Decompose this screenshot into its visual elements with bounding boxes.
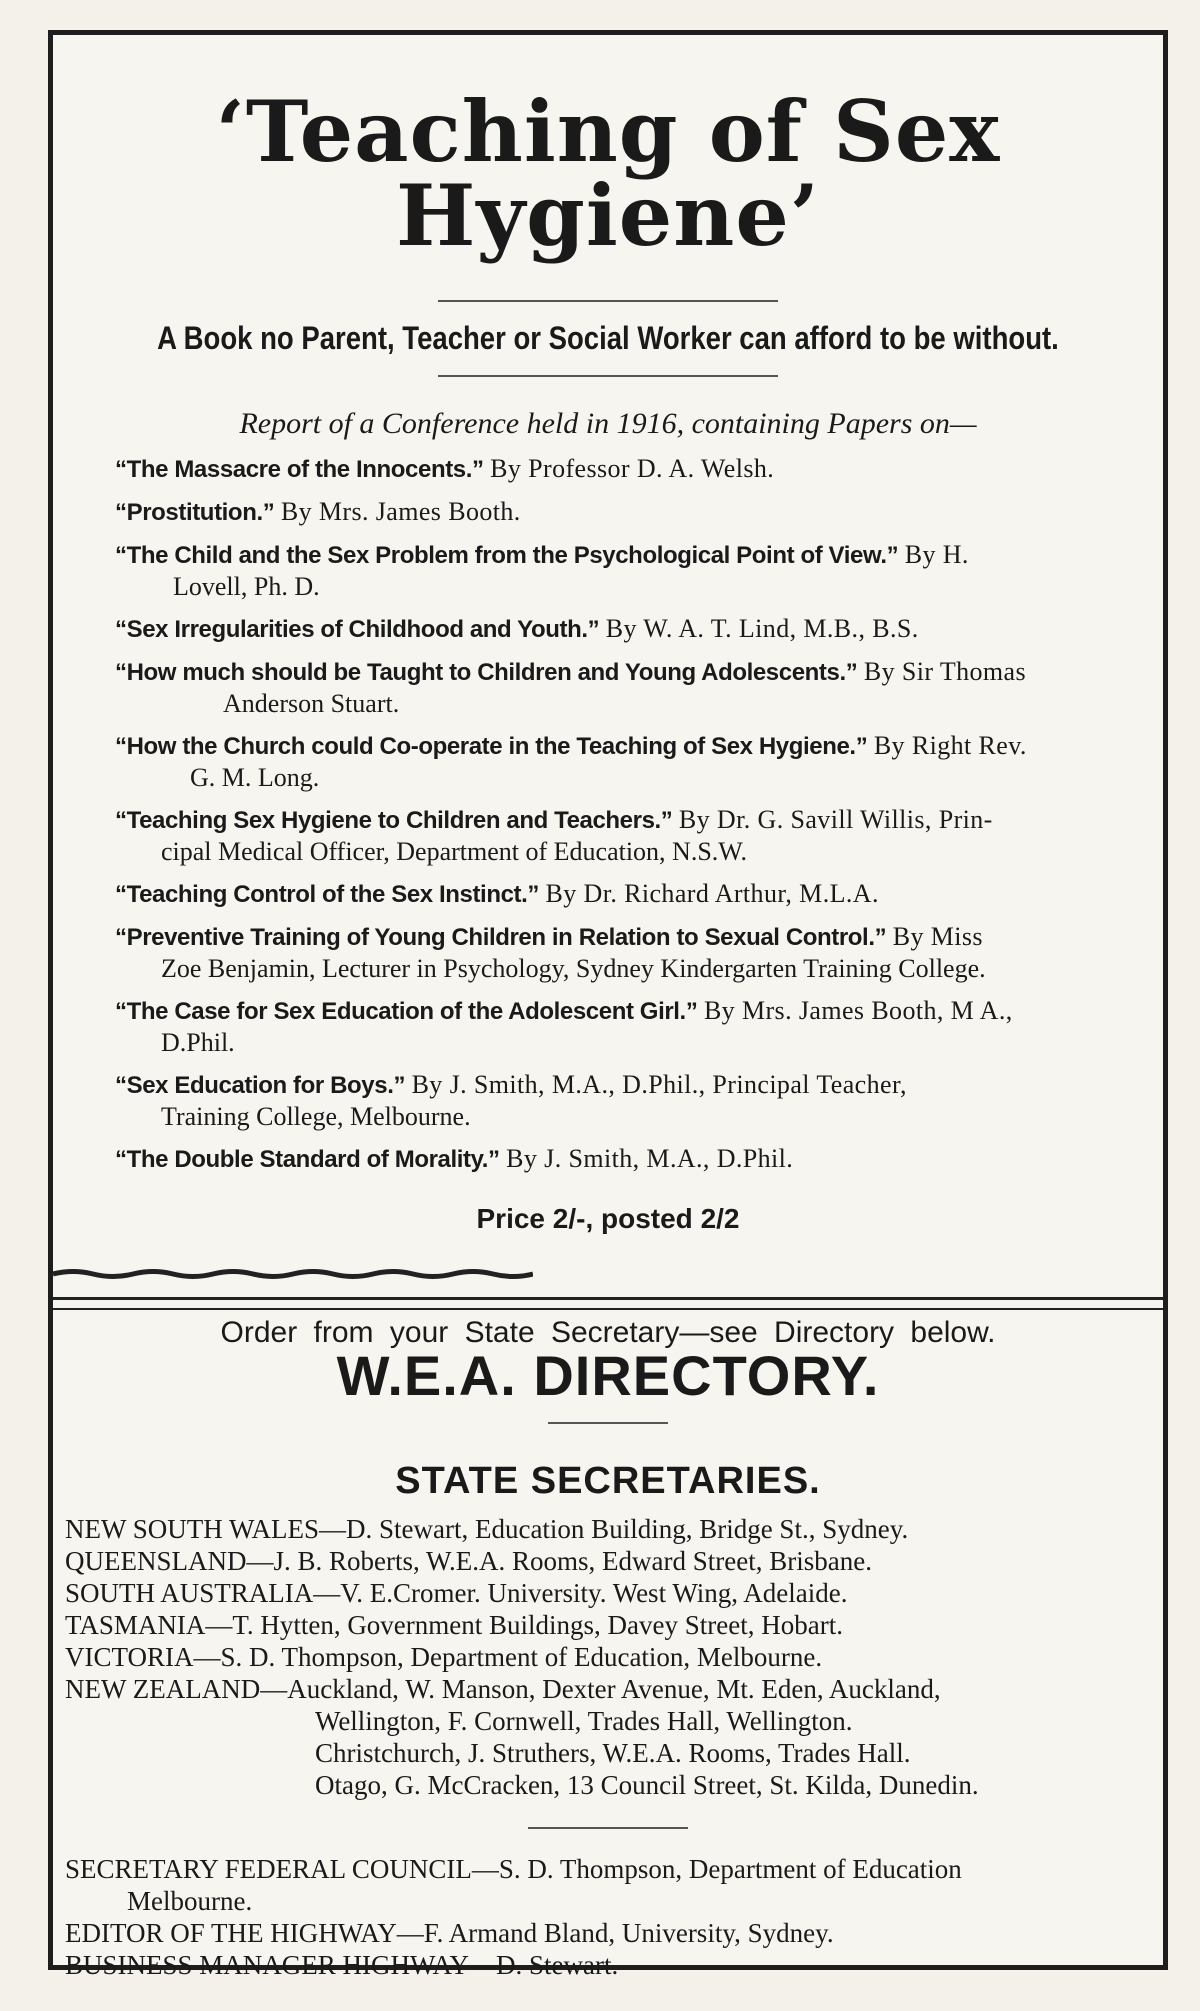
paper-item [115, 921, 1123, 984]
paper-continuation: Anderson Stuart. [223, 689, 400, 718]
order-line: Order from your State Secretary—see Directory below. [220, 1316, 996, 1349]
paper-title: “Sex Irregularities of Childhood and Youth.” [115, 616, 600, 643]
divider [548, 1422, 668, 1424]
state-entry: QUEENSLAND—J. B. Roberts, W.E.A. Rooms, Edward Street, Brisbane. [65, 1546, 872, 1576]
paper-author: By Professor D. A. Welsh. [490, 454, 775, 483]
state-entry: NEW SOUTH WALES—D. Stewart, Education Building, Bridge St., Sydney. [65, 1514, 909, 1544]
federal-list [53, 1853, 1163, 1981]
paper-author: By J. Smith, M.A., D.Phil., Principal Teacher, [411, 1070, 907, 1099]
federal-continuation: Melbourne. [127, 1886, 253, 1916]
page-frame [48, 30, 1168, 1980]
paper-item [115, 613, 1123, 645]
paper-title: “Preventive Training of Young Children in Relation to Sexual Control.” [115, 924, 887, 951]
paper-title: “Sex Education for Boys.” [115, 1072, 406, 1099]
state-entry: NEW ZEALAND—Auckland, W. Manson, Dexter Avenue, Mt. Eden, Auckland, [65, 1674, 941, 1704]
paper-item [115, 1069, 1123, 1132]
paper-author: By Right Rev. [873, 731, 1027, 760]
paper-continuation: Lovell, Ph. D. [173, 572, 320, 601]
paper-continuation: cipal Medical Officer, Department of Education, N.S.W. [161, 837, 747, 866]
state-entry: TASMANIA—T. Hytten, Government Buildings, Davey Street, Hobart. [65, 1610, 843, 1640]
divider [438, 375, 778, 377]
divider [528, 1827, 688, 1829]
report-line: Report of a Conference held in 1916, containing Papers on— [239, 407, 977, 440]
paper-title: “Teaching Sex Hygiene to Children and Teachers.” [115, 807, 673, 834]
paper-author: By W. A. T. Lind, M.B., B.S. [605, 614, 919, 643]
paper-author: By Sir Thomas [863, 657, 1027, 686]
paper-item [115, 1143, 1123, 1175]
paper-title: “The Case for Sex Education of the Adolescent Girl.” [115, 998, 698, 1025]
paper-title: “Teaching Control of the Sex Instinct.” [115, 881, 539, 908]
paper-item [115, 995, 1123, 1058]
paper-author: By H. [904, 540, 969, 569]
directory-subtitle: STATE SECRETARIES. [395, 1460, 821, 1502]
double-divider [53, 1297, 1163, 1310]
wavy-divider [53, 1269, 533, 1279]
paper-author: By Miss [892, 922, 983, 951]
paper-item [115, 804, 1123, 867]
paper-author: By Mrs. James Booth. [280, 497, 521, 526]
price-line: Price 2/-, posted 2/2 [476, 1203, 740, 1234]
paper-title: “Prostitution.” [115, 499, 275, 526]
federal-entry: BUSINESS MANAGER HIGHWAY—D. Stewart. [65, 1950, 619, 1980]
paper-item [115, 539, 1123, 602]
paper-item [115, 878, 1123, 910]
federal-entry: EDITOR OF THE HIGHWAY—F. Armand Bland, University, Sydney. [65, 1918, 834, 1948]
advertisement [53, 35, 1163, 1349]
state-secretaries-list [53, 1513, 1163, 1801]
paper-item [115, 453, 1123, 485]
paper-author: By Dr. Richard Arthur, M.L.A. [545, 879, 879, 908]
paper-author: By Mrs. James Booth, M A., [703, 996, 1013, 1025]
paper-item [115, 730, 1123, 793]
paper-title: “How much should be Taught to Children and Young Adolescents.” [115, 659, 858, 686]
paper-item [115, 656, 1123, 719]
paper-title: “The Massacre of the Innocents.” [115, 456, 484, 483]
paper-item [115, 496, 1123, 528]
paper-title: “The Double Standard of Morality.” [115, 1146, 500, 1173]
directory-title: W.E.A. DIRECTORY. [336, 1344, 880, 1407]
divider [438, 300, 778, 302]
state-entry: VICTORIA—S. D. Thompson, Department of Education, Melbourne. [65, 1642, 823, 1672]
paper-continuation: D.Phil. [161, 1028, 235, 1057]
paper-author: By J. Smith, M.A., D.Phil. [506, 1144, 794, 1173]
paper-title: “How the Church could Co-operate in the Teaching of Sex Hygiene.” [115, 733, 868, 760]
state-entry: Otago, G. McCracken, 13 Council Street, St. Kilda, Dunedin. [315, 1770, 979, 1800]
paper-continuation: G. M. Long. [190, 763, 320, 792]
state-entry: Wellington, F. Cornwell, Trades Hall, Wellington. [315, 1706, 853, 1736]
paper-continuation: Training College, Melbourne. [161, 1102, 471, 1131]
ad-subtitle: A Book no Parent, Teacher or Social Worker can afford to be without. [157, 320, 1059, 356]
state-entry: Christchurch, J. Struthers, W.E.A. Rooms, Trades Hall. [315, 1738, 911, 1768]
wea-directory [53, 1315, 1163, 1981]
ad-title: ‘Teaching of Sex Hygiene’ [215, 82, 1001, 265]
state-entry: SOUTH AUSTRALIA—V. E.Cromer. University. West Wing, Adelaide. [65, 1578, 848, 1608]
paper-author: By Dr. G. Savill Willis, Prin- [678, 805, 993, 834]
federal-entry: SECRETARY FEDERAL COUNCIL—S. D. Thompson, Department of Education [65, 1854, 962, 1884]
paper-continuation: Zoe Benjamin, Lecturer in Psychology, Sydney Kindergarten Training College. [161, 954, 986, 983]
paper-title: “The Child and the Sex Problem from the Psychological Point of View.” [115, 542, 899, 569]
papers-list [53, 453, 1163, 1175]
